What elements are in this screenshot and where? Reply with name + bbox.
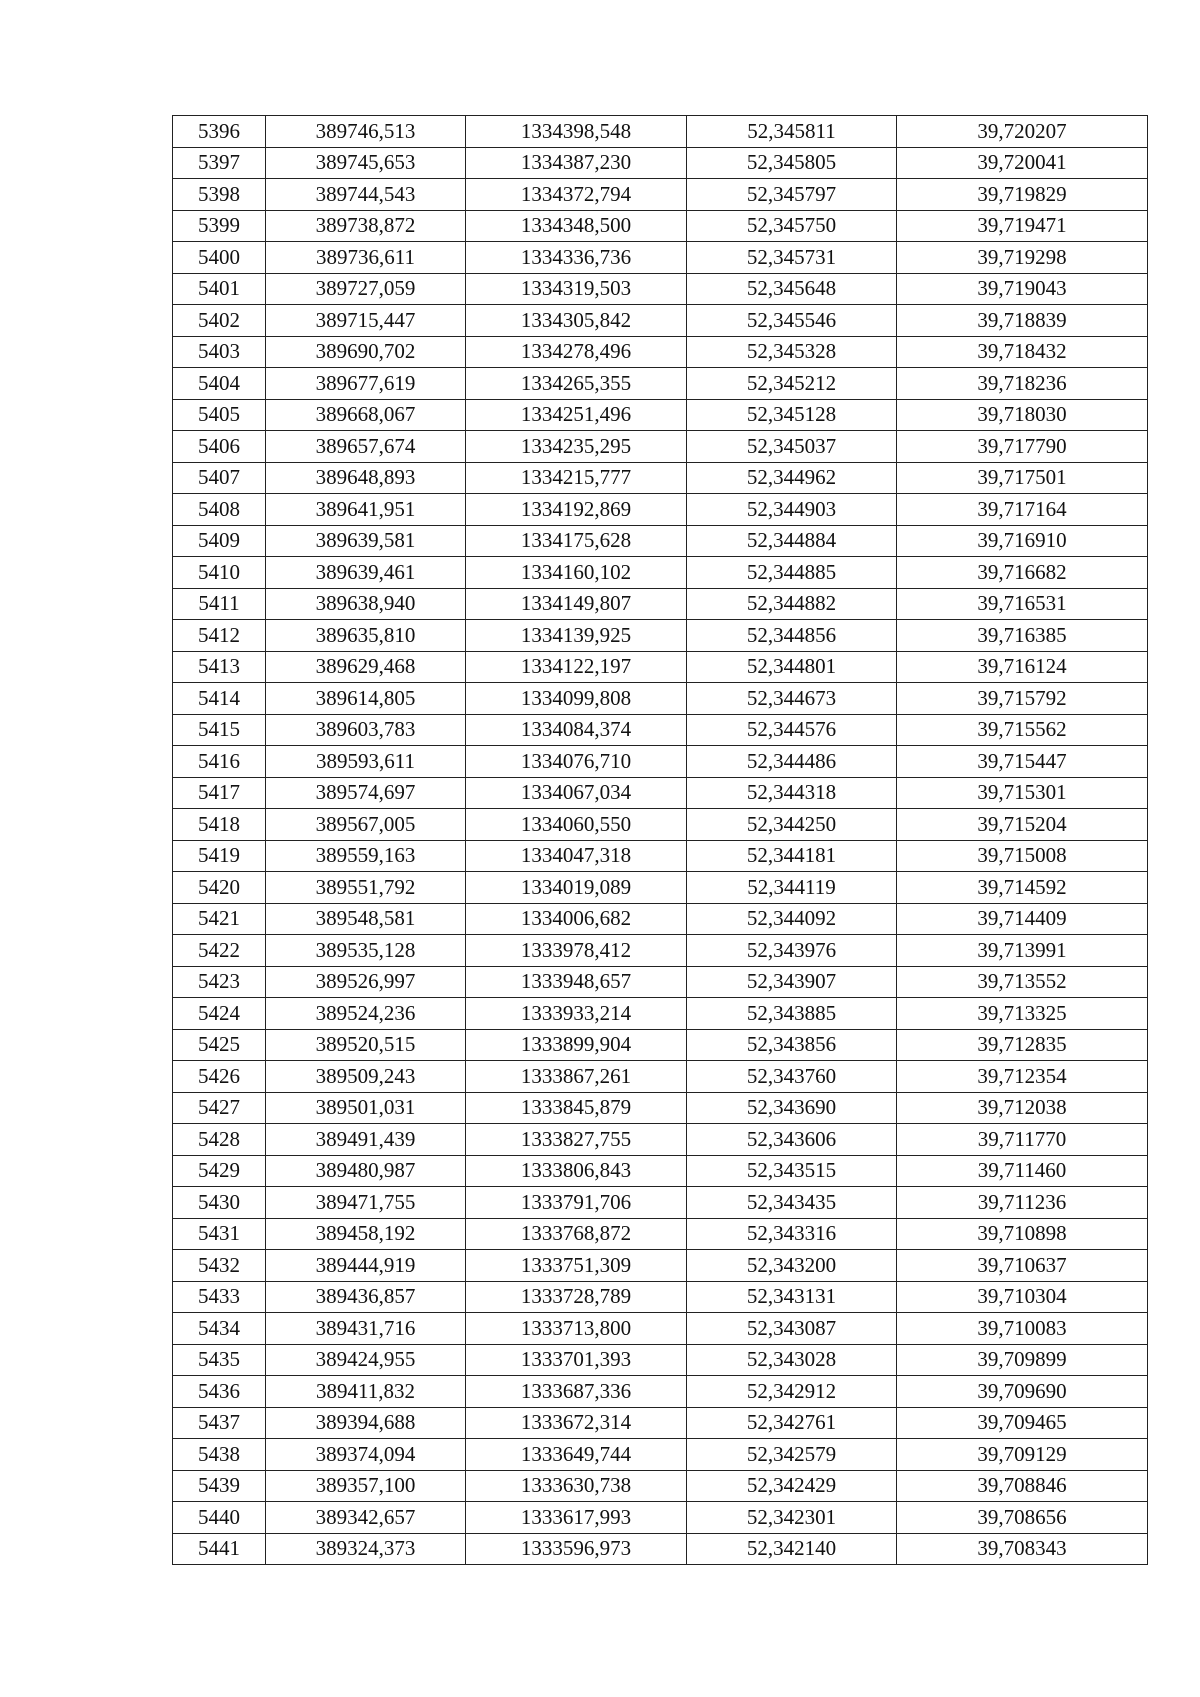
x-coordinate-cell: 389374,094	[266, 1439, 466, 1471]
y-coordinate-cell: 1334398,548	[466, 116, 687, 148]
x-coordinate-cell: 389639,461	[266, 557, 466, 589]
longitude-cell: 39,713991	[897, 935, 1148, 967]
table-row	[173, 620, 1148, 652]
y-coordinate-cell: 1333806,843	[466, 1155, 687, 1187]
coordinates-table-body	[173, 116, 1148, 1565]
longitude-cell: 39,718030	[897, 399, 1148, 431]
longitude-cell: 39,712038	[897, 1092, 1148, 1124]
point-number-cell: 5426	[173, 1061, 266, 1093]
table-row	[173, 147, 1148, 179]
table-row	[173, 683, 1148, 715]
point-number-cell: 5411	[173, 588, 266, 620]
point-number-cell: 5434	[173, 1313, 266, 1345]
table-row	[173, 1092, 1148, 1124]
point-number-cell: 5441	[173, 1533, 266, 1565]
latitude-cell: 52,345797	[687, 179, 897, 211]
x-coordinate-cell: 389535,128	[266, 935, 466, 967]
latitude-cell: 52,343131	[687, 1281, 897, 1313]
x-coordinate-cell: 389526,997	[266, 966, 466, 998]
latitude-cell: 52,344318	[687, 777, 897, 809]
longitude-cell: 39,717501	[897, 462, 1148, 494]
x-coordinate-cell: 389357,100	[266, 1470, 466, 1502]
longitude-cell: 39,715008	[897, 840, 1148, 872]
table-row	[173, 242, 1148, 274]
y-coordinate-cell: 1334215,777	[466, 462, 687, 494]
table-row	[173, 1407, 1148, 1439]
point-number-cell: 5408	[173, 494, 266, 526]
point-number-cell: 5415	[173, 714, 266, 746]
table-row	[173, 305, 1148, 337]
point-number-cell: 5428	[173, 1124, 266, 1156]
latitude-cell: 52,344903	[687, 494, 897, 526]
latitude-cell: 52,344486	[687, 746, 897, 778]
point-number-cell: 5430	[173, 1187, 266, 1219]
latitude-cell: 52,344181	[687, 840, 897, 872]
table-row	[173, 1376, 1148, 1408]
longitude-cell: 39,716682	[897, 557, 1148, 589]
latitude-cell: 52,344856	[687, 620, 897, 652]
table-row	[173, 179, 1148, 211]
latitude-cell: 52,342579	[687, 1439, 897, 1471]
x-coordinate-cell: 389548,581	[266, 903, 466, 935]
longitude-cell: 39,713325	[897, 998, 1148, 1030]
point-number-cell: 5437	[173, 1407, 266, 1439]
x-coordinate-cell: 389444,919	[266, 1250, 466, 1282]
x-coordinate-cell: 389524,236	[266, 998, 466, 1030]
latitude-cell: 52,344882	[687, 588, 897, 620]
table-row	[173, 809, 1148, 841]
latitude-cell: 52,343976	[687, 935, 897, 967]
longitude-cell: 39,709899	[897, 1344, 1148, 1376]
x-coordinate-cell: 389567,005	[266, 809, 466, 841]
x-coordinate-cell: 389657,674	[266, 431, 466, 463]
latitude-cell: 52,345212	[687, 368, 897, 400]
x-coordinate-cell: 389509,243	[266, 1061, 466, 1093]
y-coordinate-cell: 1334278,496	[466, 336, 687, 368]
point-number-cell: 5429	[173, 1155, 266, 1187]
x-coordinate-cell: 389501,031	[266, 1092, 466, 1124]
y-coordinate-cell: 1334265,355	[466, 368, 687, 400]
table-row	[173, 1470, 1148, 1502]
y-coordinate-cell: 1333687,336	[466, 1376, 687, 1408]
x-coordinate-cell: 389342,657	[266, 1502, 466, 1534]
point-number-cell: 5439	[173, 1470, 266, 1502]
x-coordinate-cell: 389551,792	[266, 872, 466, 904]
longitude-cell: 39,717164	[897, 494, 1148, 526]
point-number-cell: 5407	[173, 462, 266, 494]
longitude-cell: 39,715204	[897, 809, 1148, 841]
longitude-cell: 39,710304	[897, 1281, 1148, 1313]
x-coordinate-cell: 389629,468	[266, 651, 466, 683]
point-number-cell: 5420	[173, 872, 266, 904]
longitude-cell: 39,715301	[897, 777, 1148, 809]
latitude-cell: 52,342761	[687, 1407, 897, 1439]
y-coordinate-cell: 1333701,393	[466, 1344, 687, 1376]
latitude-cell: 52,343028	[687, 1344, 897, 1376]
point-number-cell: 5398	[173, 179, 266, 211]
latitude-cell: 52,345128	[687, 399, 897, 431]
y-coordinate-cell: 1333713,800	[466, 1313, 687, 1345]
longitude-cell: 39,715562	[897, 714, 1148, 746]
table-row	[173, 1313, 1148, 1345]
x-coordinate-cell: 389715,447	[266, 305, 466, 337]
point-number-cell: 5431	[173, 1218, 266, 1250]
y-coordinate-cell: 1333948,657	[466, 966, 687, 998]
table-row	[173, 1061, 1148, 1093]
point-number-cell: 5403	[173, 336, 266, 368]
point-number-cell: 5400	[173, 242, 266, 274]
coordinates-table	[172, 115, 1148, 1565]
point-number-cell: 5406	[173, 431, 266, 463]
x-coordinate-cell: 389744,543	[266, 179, 466, 211]
longitude-cell: 39,712835	[897, 1029, 1148, 1061]
longitude-cell: 39,716531	[897, 588, 1148, 620]
latitude-cell: 52,344884	[687, 525, 897, 557]
point-number-cell: 5410	[173, 557, 266, 589]
x-coordinate-cell: 389436,857	[266, 1281, 466, 1313]
y-coordinate-cell: 1334305,842	[466, 305, 687, 337]
longitude-cell: 39,720041	[897, 147, 1148, 179]
longitude-cell: 39,709465	[897, 1407, 1148, 1439]
point-number-cell: 5409	[173, 525, 266, 557]
latitude-cell: 52,344250	[687, 809, 897, 841]
table-row	[173, 1187, 1148, 1219]
longitude-cell: 39,709129	[897, 1439, 1148, 1471]
longitude-cell: 39,708656	[897, 1502, 1148, 1534]
y-coordinate-cell: 1333845,879	[466, 1092, 687, 1124]
x-coordinate-cell: 389394,688	[266, 1407, 466, 1439]
longitude-cell: 39,716385	[897, 620, 1148, 652]
point-number-cell: 5416	[173, 746, 266, 778]
longitude-cell: 39,711770	[897, 1124, 1148, 1156]
latitude-cell: 52,345811	[687, 116, 897, 148]
point-number-cell: 5397	[173, 147, 266, 179]
table-row	[173, 714, 1148, 746]
x-coordinate-cell: 389641,951	[266, 494, 466, 526]
x-coordinate-cell: 389471,755	[266, 1187, 466, 1219]
y-coordinate-cell: 1334084,374	[466, 714, 687, 746]
x-coordinate-cell: 389520,515	[266, 1029, 466, 1061]
x-coordinate-cell: 389736,611	[266, 242, 466, 274]
table-row	[173, 1281, 1148, 1313]
latitude-cell: 52,344673	[687, 683, 897, 715]
point-number-cell: 5405	[173, 399, 266, 431]
x-coordinate-cell: 389480,987	[266, 1155, 466, 1187]
y-coordinate-cell: 1334006,682	[466, 903, 687, 935]
latitude-cell: 52,342140	[687, 1533, 897, 1565]
longitude-cell: 39,710637	[897, 1250, 1148, 1282]
point-number-cell: 5418	[173, 809, 266, 841]
longitude-cell: 39,717790	[897, 431, 1148, 463]
latitude-cell: 52,344119	[687, 872, 897, 904]
point-number-cell: 5417	[173, 777, 266, 809]
table-row	[173, 525, 1148, 557]
table-row	[173, 399, 1148, 431]
y-coordinate-cell: 1333728,789	[466, 1281, 687, 1313]
y-coordinate-cell: 1334372,794	[466, 179, 687, 211]
table-row	[173, 1155, 1148, 1187]
longitude-cell: 39,708343	[897, 1533, 1148, 1565]
x-coordinate-cell: 389411,832	[266, 1376, 466, 1408]
y-coordinate-cell: 1334251,496	[466, 399, 687, 431]
longitude-cell: 39,713552	[897, 966, 1148, 998]
y-coordinate-cell: 1334319,503	[466, 273, 687, 305]
table-row	[173, 336, 1148, 368]
point-number-cell: 5401	[173, 273, 266, 305]
latitude-cell: 52,343087	[687, 1313, 897, 1345]
table-row	[173, 1344, 1148, 1376]
y-coordinate-cell: 1334122,197	[466, 651, 687, 683]
y-coordinate-cell: 1334139,925	[466, 620, 687, 652]
latitude-cell: 52,343690	[687, 1092, 897, 1124]
x-coordinate-cell: 389648,893	[266, 462, 466, 494]
table-row	[173, 872, 1148, 904]
longitude-cell: 39,719829	[897, 179, 1148, 211]
longitude-cell: 39,715792	[897, 683, 1148, 715]
latitude-cell: 52,343435	[687, 1187, 897, 1219]
x-coordinate-cell: 389431,716	[266, 1313, 466, 1345]
latitude-cell: 52,343200	[687, 1250, 897, 1282]
longitude-cell: 39,716910	[897, 525, 1148, 557]
x-coordinate-cell: 389690,702	[266, 336, 466, 368]
longitude-cell: 39,712354	[897, 1061, 1148, 1093]
latitude-cell: 52,343760	[687, 1061, 897, 1093]
point-number-cell: 5438	[173, 1439, 266, 1471]
y-coordinate-cell: 1333596,973	[466, 1533, 687, 1565]
table-row	[173, 1124, 1148, 1156]
point-number-cell: 5414	[173, 683, 266, 715]
table-row	[173, 777, 1148, 809]
longitude-cell: 39,719298	[897, 242, 1148, 274]
longitude-cell: 39,718432	[897, 336, 1148, 368]
x-coordinate-cell: 389491,439	[266, 1124, 466, 1156]
x-coordinate-cell: 389745,653	[266, 147, 466, 179]
point-number-cell: 5396	[173, 116, 266, 148]
y-coordinate-cell: 1334019,089	[466, 872, 687, 904]
point-number-cell: 5432	[173, 1250, 266, 1282]
point-number-cell: 5423	[173, 966, 266, 998]
longitude-cell: 39,708846	[897, 1470, 1148, 1502]
x-coordinate-cell: 389668,067	[266, 399, 466, 431]
table-row	[173, 1502, 1148, 1534]
latitude-cell: 52,342429	[687, 1470, 897, 1502]
point-number-cell: 5413	[173, 651, 266, 683]
table-row	[173, 935, 1148, 967]
y-coordinate-cell: 1333933,214	[466, 998, 687, 1030]
point-number-cell: 5424	[173, 998, 266, 1030]
x-coordinate-cell: 389603,783	[266, 714, 466, 746]
y-coordinate-cell: 1334076,710	[466, 746, 687, 778]
y-coordinate-cell: 1334149,807	[466, 588, 687, 620]
y-coordinate-cell: 1333978,412	[466, 935, 687, 967]
table-row	[173, 903, 1148, 935]
latitude-cell: 52,342301	[687, 1502, 897, 1534]
y-coordinate-cell: 1333827,755	[466, 1124, 687, 1156]
y-coordinate-cell: 1334336,736	[466, 242, 687, 274]
latitude-cell: 52,345750	[687, 210, 897, 242]
latitude-cell: 52,345648	[687, 273, 897, 305]
y-coordinate-cell: 1334387,230	[466, 147, 687, 179]
table-row	[173, 651, 1148, 683]
y-coordinate-cell: 1333899,904	[466, 1029, 687, 1061]
y-coordinate-cell: 1333867,261	[466, 1061, 687, 1093]
y-coordinate-cell: 1334099,808	[466, 683, 687, 715]
longitude-cell: 39,711460	[897, 1155, 1148, 1187]
table-row	[173, 588, 1148, 620]
y-coordinate-cell: 1334192,869	[466, 494, 687, 526]
latitude-cell: 52,345328	[687, 336, 897, 368]
y-coordinate-cell: 1333630,738	[466, 1470, 687, 1502]
longitude-cell: 39,711236	[897, 1187, 1148, 1219]
latitude-cell: 52,344576	[687, 714, 897, 746]
x-coordinate-cell: 389746,513	[266, 116, 466, 148]
table-row	[173, 1250, 1148, 1282]
point-number-cell: 5425	[173, 1029, 266, 1061]
point-number-cell: 5402	[173, 305, 266, 337]
x-coordinate-cell: 389639,581	[266, 525, 466, 557]
x-coordinate-cell: 389424,955	[266, 1344, 466, 1376]
latitude-cell: 52,344801	[687, 651, 897, 683]
y-coordinate-cell: 1333649,744	[466, 1439, 687, 1471]
longitude-cell: 39,714592	[897, 872, 1148, 904]
longitude-cell: 39,710083	[897, 1313, 1148, 1345]
table-row	[173, 494, 1148, 526]
x-coordinate-cell: 389574,697	[266, 777, 466, 809]
x-coordinate-cell: 389458,192	[266, 1218, 466, 1250]
x-coordinate-cell: 389559,163	[266, 840, 466, 872]
point-number-cell: 5421	[173, 903, 266, 935]
latitude-cell: 52,343856	[687, 1029, 897, 1061]
table-row	[173, 210, 1148, 242]
y-coordinate-cell: 1334047,318	[466, 840, 687, 872]
table-row	[173, 1439, 1148, 1471]
latitude-cell: 52,343907	[687, 966, 897, 998]
point-number-cell: 5399	[173, 210, 266, 242]
y-coordinate-cell: 1334175,628	[466, 525, 687, 557]
latitude-cell: 52,345546	[687, 305, 897, 337]
table-row	[173, 966, 1148, 998]
table-row	[173, 368, 1148, 400]
y-coordinate-cell: 1333672,314	[466, 1407, 687, 1439]
table-row	[173, 557, 1148, 589]
latitude-cell: 52,342912	[687, 1376, 897, 1408]
latitude-cell: 52,343885	[687, 998, 897, 1030]
table-row	[173, 1029, 1148, 1061]
x-coordinate-cell: 389593,611	[266, 746, 466, 778]
longitude-cell: 39,709690	[897, 1376, 1148, 1408]
point-number-cell: 5412	[173, 620, 266, 652]
point-number-cell: 5440	[173, 1502, 266, 1534]
y-coordinate-cell: 1334060,550	[466, 809, 687, 841]
table-row	[173, 746, 1148, 778]
table-row	[173, 462, 1148, 494]
x-coordinate-cell: 389614,805	[266, 683, 466, 715]
longitude-cell: 39,710898	[897, 1218, 1148, 1250]
point-number-cell: 5422	[173, 935, 266, 967]
latitude-cell: 52,344885	[687, 557, 897, 589]
longitude-cell: 39,719471	[897, 210, 1148, 242]
latitude-cell: 52,343606	[687, 1124, 897, 1156]
longitude-cell: 39,719043	[897, 273, 1148, 305]
table-row	[173, 116, 1148, 148]
latitude-cell: 52,343316	[687, 1218, 897, 1250]
longitude-cell: 39,716124	[897, 651, 1148, 683]
latitude-cell: 52,344092	[687, 903, 897, 935]
y-coordinate-cell: 1334235,295	[466, 431, 687, 463]
point-number-cell: 5427	[173, 1092, 266, 1124]
x-coordinate-cell: 389638,940	[266, 588, 466, 620]
y-coordinate-cell: 1334067,034	[466, 777, 687, 809]
point-number-cell: 5436	[173, 1376, 266, 1408]
longitude-cell: 39,720207	[897, 116, 1148, 148]
longitude-cell: 39,718839	[897, 305, 1148, 337]
longitude-cell: 39,714409	[897, 903, 1148, 935]
x-coordinate-cell: 389635,810	[266, 620, 466, 652]
longitude-cell: 39,715447	[897, 746, 1148, 778]
table-row	[173, 1533, 1148, 1565]
table-row	[173, 273, 1148, 305]
y-coordinate-cell: 1333768,872	[466, 1218, 687, 1250]
table-row	[173, 1218, 1148, 1250]
longitude-cell: 39,718236	[897, 368, 1148, 400]
point-number-cell: 5433	[173, 1281, 266, 1313]
latitude-cell: 52,345731	[687, 242, 897, 274]
y-coordinate-cell: 1333751,309	[466, 1250, 687, 1282]
latitude-cell: 52,343515	[687, 1155, 897, 1187]
x-coordinate-cell: 389324,373	[266, 1533, 466, 1565]
x-coordinate-cell: 389738,872	[266, 210, 466, 242]
x-coordinate-cell: 389677,619	[266, 368, 466, 400]
table-row	[173, 998, 1148, 1030]
point-number-cell: 5404	[173, 368, 266, 400]
y-coordinate-cell: 1334348,500	[466, 210, 687, 242]
latitude-cell: 52,345805	[687, 147, 897, 179]
y-coordinate-cell: 1333791,706	[466, 1187, 687, 1219]
table-row	[173, 431, 1148, 463]
point-number-cell: 5435	[173, 1344, 266, 1376]
y-coordinate-cell: 1334160,102	[466, 557, 687, 589]
table-row	[173, 840, 1148, 872]
y-coordinate-cell: 1333617,993	[466, 1502, 687, 1534]
x-coordinate-cell: 389727,059	[266, 273, 466, 305]
point-number-cell: 5419	[173, 840, 266, 872]
latitude-cell: 52,345037	[687, 431, 897, 463]
latitude-cell: 52,344962	[687, 462, 897, 494]
